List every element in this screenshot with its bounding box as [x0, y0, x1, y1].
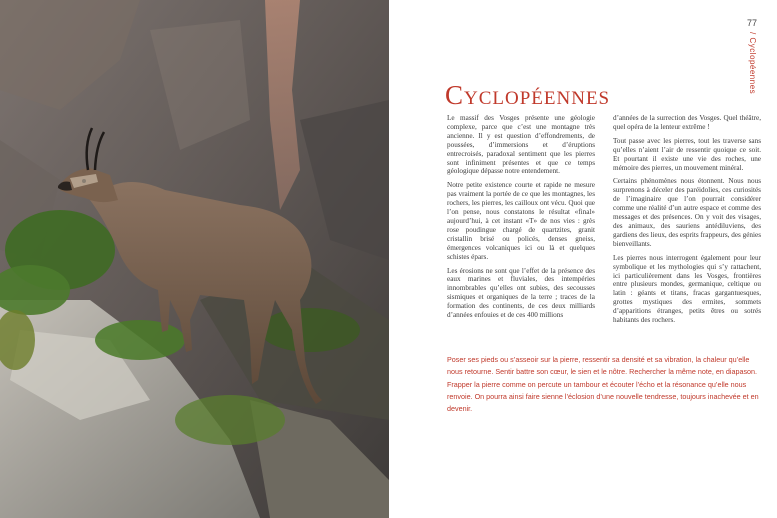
running-head-label: / Cyclopéennes	[748, 32, 757, 95]
page-number: 77	[747, 18, 758, 28]
chapter-title: Cyclopéennes	[445, 80, 611, 110]
paragraph: Les pierres nous interrogent également pour leur symbolique et les mythologies qui s’y rattachent, ici particulièrement dans les Vosges, frontières entre plusieurs mondes, germanique, celtique ou latin : géants et titans, fracas gargantuesques, grottes mystiques des ermites, sommets d’apparitions étranges, petits êtres ou sotrés habitants des rochers.	[613, 253, 761, 325]
paragraph: Tout passe avec les pierres, tout les traverse sans qu’elles n’aient l’air de ressentir quoique ce soit. Et pourtant il existe une vie des roches, une mémoire des pierres, un mouvement minéral.	[613, 136, 761, 172]
paragraph: Les érosions ne sont que l’effet de la présence des eaux marines et fluviales, des intempéries innombrables qu’elles ont subies, des secousses sismiques et organiques de la terre ; traces de la formation des continents, de ces deux milliards d’années enfouies et de ces 400 millions	[447, 266, 595, 320]
left-column	[447, 114, 595, 325]
text-page	[389, 0, 777, 518]
paragraph: Certains phénomènes nous étonnent. Nous nous surprenons à déceler des paréidolies, ces curiosités de l’imaginaire que l’on pourrait considérer comme une réalité d’un autre espace et comme des messages et des présences. On y voit des visages, des animaux, des sauriens antédiluviens, des gardiens des lieux, des esprits frappeurs, des génies bienveillants.	[613, 177, 761, 248]
paragraph: Le massif des Vosges présente une géologie complexe, parce que c’est une montagne très ancienne. Il y est question d’effondrements, de poussées, d’immersions et d’éruptions entrecroisés, paradoxal sentiment que les pierres sont infiniment présentes et que ce temps géologique dépasse notre entendement.	[447, 114, 595, 176]
right-column	[613, 114, 761, 330]
running-head	[749, 32, 759, 112]
pull-quote: Poser ses pieds ou s’asseoir sur la pierre, ressentir sa densité et sa vibration, la chaleur qu’elle nous retourne. Sentir battre son cœur, le sien et le nôtre. Rechercher la même note, en diapason. Frapper la pierre comme on percute un tambour et écouter l’écho et la résonance qu’elle nous renvoie. On pourra ainsi faire sienne l’éclosion d’une nouvelle tendresse, toujours inachevée et en devenir.	[447, 355, 759, 414]
paragraph: Notre petite existence courte et rapide ne mesure pas vraiment la portée de ce que les montagnes, les rochers, les pierres, les cailloux ont vécu. Quoi que l’on pense, nous constatons le résultat «final» aujourd’hui, à cet instant «T» de nos vies : grès rose poudingue chargé de quartzites, granit cristallin brisé ou policés, denses gneiss, émergences volcaniques ici ou là et quelques schistes épars.	[447, 181, 595, 261]
running-head-text: Cyclopéennes	[748, 37, 757, 95]
paragraph: d’années de la surrection des Vosges. Quel théâtre, quel opéra de la lenteur extrême !	[613, 114, 761, 131]
